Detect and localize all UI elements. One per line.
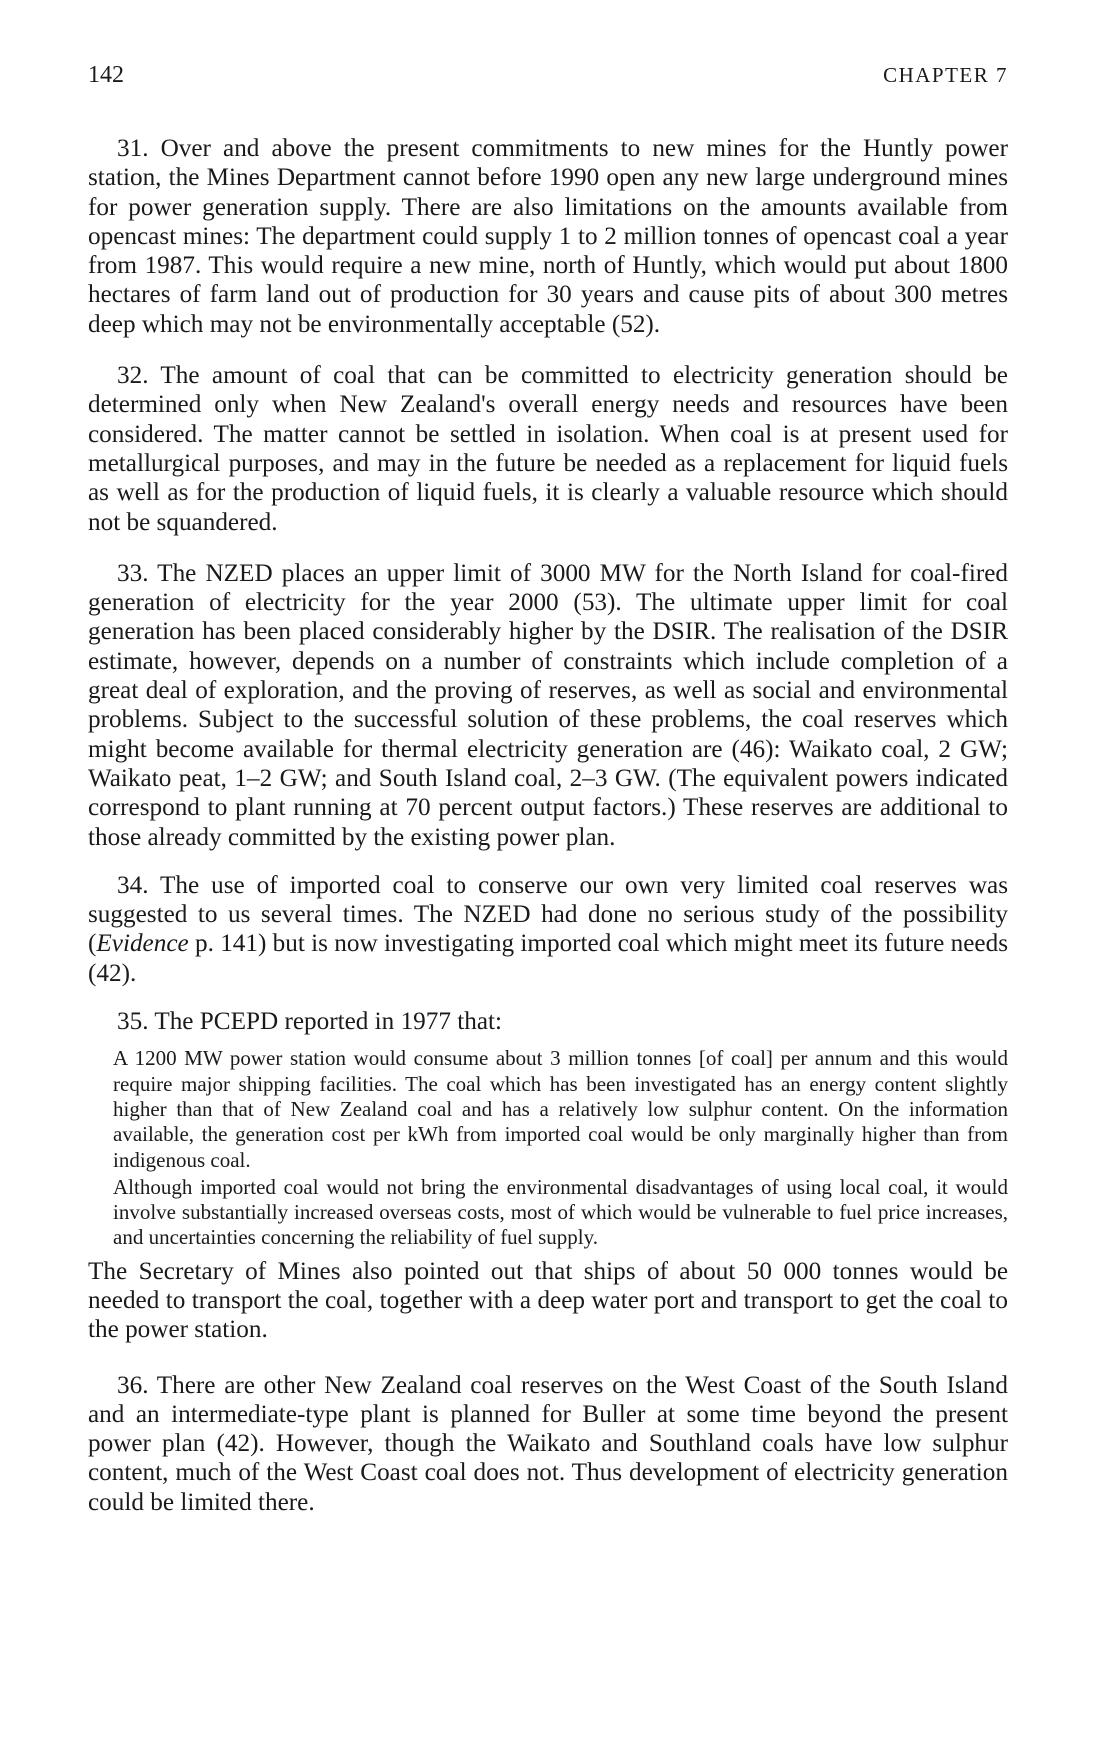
page-number: 142 xyxy=(88,62,124,88)
running-head xyxy=(88,62,1008,96)
paragraph-35-continued: The Secretary of Mines also pointed out that ships of about 50 000 tonnes would be needed to transport the coal, together with a deep water port and transport to get the coal to the power station. xyxy=(88,1257,1008,1344)
paragraph-31: 31. Over and above the present commitments to new mines for the Huntly power station, the Mines Department cannot before 1990 open any new large underground mines for power generation supply. There are also limitations on the amounts available from opencast mines: The department could supply 1 to 2 million tonnes of opencast coal a year from 1987. This would require a new mine, north of Huntly, which would put about 1800 hectares of farm land out of production for 30 years and cause pits of about 300 metres deep which may not be environmentally acceptable (52). xyxy=(88,135,1008,338)
paragraph-33: 33. The NZED places an upper limit of 3000 MW for the North Island for coal-fired generation of electricity for the year 2000 (53). The ultimate upper limit for coal generation has been placed considerably higher by the DSIR. The realisation of the DSIR estimate, however, depends on a number of constraints which include completion of a great deal of exploration, and the proving of reserves, as well as social and environmental problems. Subject to the successful solution of these problems, the coal reserves which might become available for thermal electricity generation are (46): Waikato coal, 2 GW; Waikato peat, 1–2 GW; and South Island coal, 2–3 GW. (The equivalent powers indicated correspond to plant running at 70 percent output factors.) These reserves are additional to those already committed by the existing power plan. xyxy=(88,559,1008,851)
block-quote-1: A 1200 MW power station would consume about 3 million tonnes [of coal] per annum and this would require major shipping facilities. The coal which has been investigated has an energy content slightly higher than that of New Zealand coal and has a relatively low sulphur content. On the information available, the generation cost per kWh from imported coal would be only marginally higher than from indigenous coal. xyxy=(113,1046,1008,1172)
paragraph-35: 35. The PCEPD reported in 1977 that: xyxy=(117,1008,503,1036)
paragraph-32: 32. The amount of coal that can be committed to electricity generation should be determined only when New Zealand's overall energy needs and resources have been considered. The matter cannot be settled in isolation. When coal is at present used for metallurgical purposes, and may in the future be needed as a replacement for liquid fuels as well as for the production of liquid fuels, it is clearly a valuable resource which should not be squandered. xyxy=(88,362,1008,536)
document-page xyxy=(88,62,1008,1533)
block-quote-2: Although imported coal would not bring the environmental disadvantages of using local coal, it would involve substantially increased overseas costs, most of which would be vulnerable to fuel price increases, and uncertainties concerning the reliability of fuel supply. xyxy=(113,1174,1008,1250)
paragraph-34-text-a: 34. The use of imported coal to conserve our own very limited coal reserves was suggested to us several times. The NZED had done no serious study of the possibility ( xyxy=(88,871,1008,958)
chapter-heading: CHAPTER 7 xyxy=(883,63,1008,87)
evidence-citation: Evidence xyxy=(96,930,189,958)
paragraph-34-text-b: p. 141) but is now investigating imported coal which might meet its future needs (42). xyxy=(88,930,1008,987)
paragraph-34 xyxy=(88,871,1008,988)
paragraph-36: 36. There are other New Zealand coal reserves on the West Coast of the South Island and an intermediate-type plant is planned for Buller at some time beyond the present power plan (42). However, though the Waikato and Southland coals have low sulphur content, much of the West Coast coal does not. Thus development of electricity generation could be limited there. xyxy=(88,1371,1008,1516)
